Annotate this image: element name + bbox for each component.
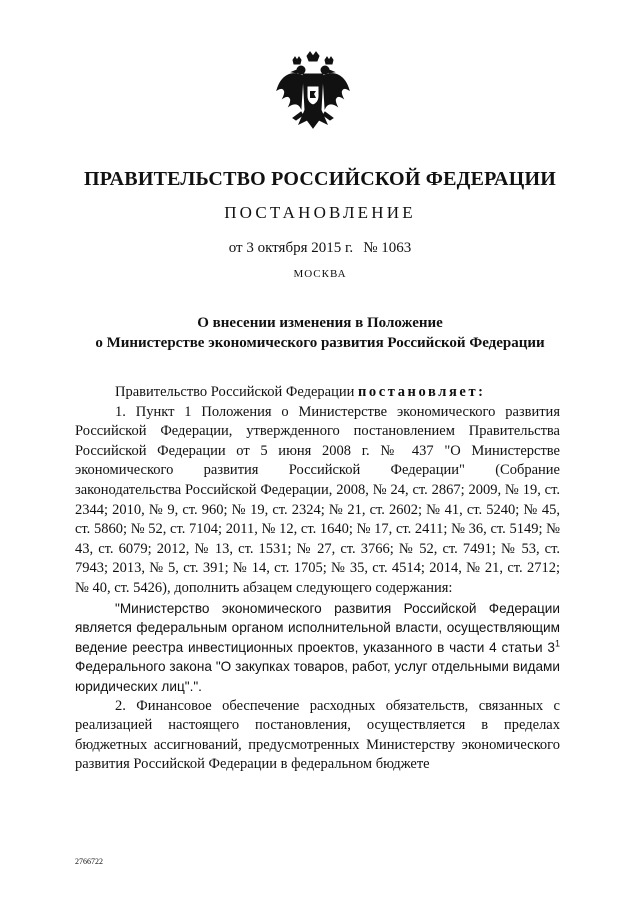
date-line: [0, 240, 640, 257]
document-type: ПОСТАНОВЛЕНИЕ: [224, 203, 416, 222]
quote-text-end: Федерального закона "О закупках товаров, работ, услуг отдельными видами юридических лиц".".: [75, 659, 560, 694]
quote-superscript: 1: [554, 638, 560, 649]
title-line-1: О внесении изменения в Положение: [197, 315, 443, 331]
footer-code: 2766722: [75, 857, 103, 866]
organization-name: ПРАВИТЕЛЬСТВО РОССИЙСКОЙ ФЕДЕРАЦИИ: [84, 168, 556, 190]
city: МОСКВА: [293, 268, 347, 280]
quote-text-start: "Министерство экономического развития Российской Федерации является федеральным органом исполнительной власти, осуществляющим ведение реестра инвестиционных проектов, указанного в части 4 статьи 3: [75, 600, 560, 655]
preamble-decree: постановляет:: [357, 384, 486, 400]
preamble: [75, 383, 560, 403]
paragraph-1: 1. Пункт 1 Положения о Министерстве экономического развития Российской Федерации, утвержденного постановлением Правительства Российской Федерации от 5 июня 2008 г. № 437 "О Министерстве экономического развития Российской Федерации" (Собрание законодательства Российской Федерации, 2008, № 24, ст. 2867; 2009, № 19, ст. 2344; 2010, № 9, ст. 960; № 19, ст. 2324; № 21, ст. 2602; № 41, ст. 5240; № 45, ст. 5860; № 52, ст. 7104; 2011, № 12, ст. 1640; № 17, ст. 2411; № 36, ст. 5149; № 43, ст. 6079; 2012, № 13, ст. 1531; № 27, ст. 3766; № 52, ст. 7491; № 53, ст. 7943; 2013, № 5, ст. 391; № 14, ст. 1705; № 35, ст. 4514; 2014, № 21, ст. 2712; № 40, ст. 5426), дополнить абзацем следующего содержания:: [75, 403, 560, 596]
document-title: [60, 313, 580, 353]
title-line-2: о Министерстве экономического развития Российской Федерации: [95, 335, 545, 351]
document-number: № 1063: [363, 240, 412, 256]
document-date: от 3 октября 2015 г.: [228, 240, 354, 256]
coat-of-arms-icon: [273, 50, 353, 140]
document-body: [75, 383, 560, 775]
quoted-paragraph: [75, 599, 560, 697]
paragraph-2: 2. Финансовое обеспечение расходных обязательств, связанных с реализацией настоящего постановления, осуществляется в пределах бюджетных ассигнований, предусмотренных Министерству экономического развития Российской Федерации в федеральном бюджете: [75, 697, 560, 773]
preamble-text: Правительство Российской Федерации: [115, 384, 358, 400]
